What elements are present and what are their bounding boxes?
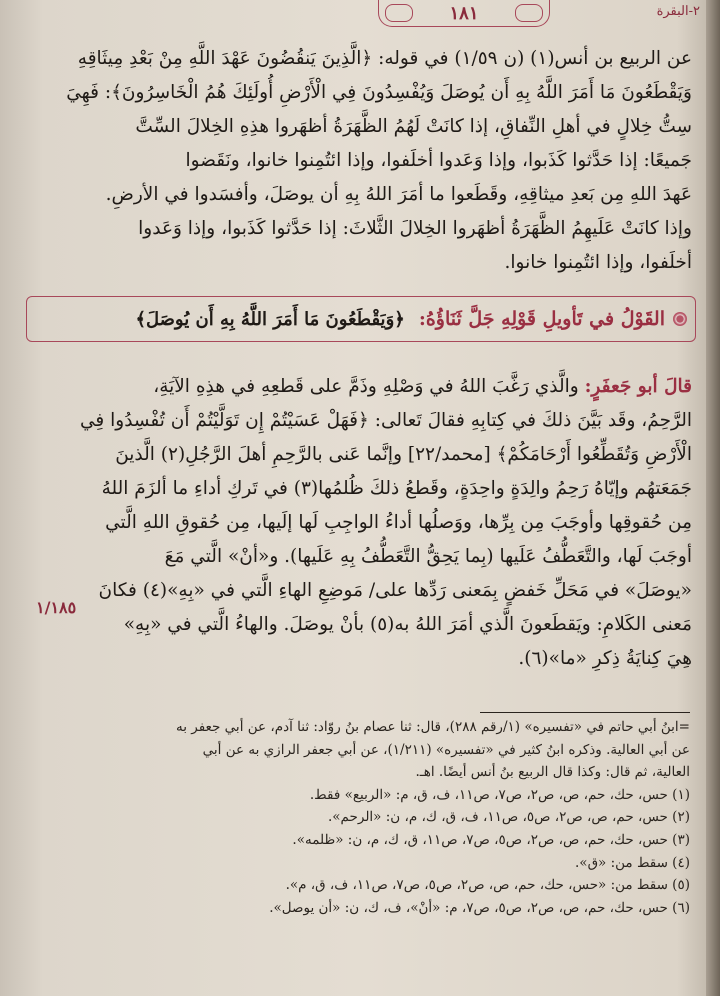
page-number: ١٨١ bbox=[449, 2, 479, 24]
footnote-line: (٥) سقط من: «حس، حك، حم، ص، ص٢، ص٥، ص٧، ص١١، ف، ق، م». bbox=[285, 877, 690, 894]
footnote-line: (٦) حس، حك، حم، ص، ص٢، ص٥، ص٧، م: «أنْ»، ف، ك، ن: «أن يوصل». bbox=[269, 899, 690, 916]
text-line: أخلَفوا، وإذا ائتُمِنوا خانوا. bbox=[504, 252, 692, 273]
footnote-line: (٣) حس، حك، حم، ص، ص٢، ص٥، ص٧، ص١١، ق، ك، م، ن: «ظلمه». bbox=[292, 831, 690, 848]
text-line: أوجَبَ لَها، والتَّعَطُّفُ عَلَيها (بِما يَحِقُّ التَّعَطُّفُ بِهِ عَلَيها). و«أنْ» الَّتي مَعَ bbox=[164, 546, 692, 567]
speaker-label: قالَ أبو جَعفَرٍ: bbox=[584, 376, 692, 397]
text-line: الرَّحِمُ، وقَد بَيَّنَ ذلكَ في كِتابِهِ فقالَ تَعالى: ﴿فَهَلْ عَسَيْتُمْ إِن تَوَلَّيْتُمْ أَن تُفْسِدُوا فِي bbox=[79, 410, 692, 431]
text-line: وَيَقْطَعُونَ مَا أَمَرَ اللَّهُ بِهِ أَن يُوصَلَ وَيُفْسِدُونَ فِي الْأَرْضِ أُولَئِكَ هُمُ الْخَاسِرُونَ﴾: فَهِيَ bbox=[66, 82, 692, 103]
text-line: الْأَرْضِ وَتُقَطِّعُوا أَرْحَامَكُمْ﴾ [محمد/٢٢] وإنَّما عَنى بالرَّحِمِ أهلَ الرَّجُلِ(٢) الَّذينَ bbox=[115, 444, 692, 465]
text-line: سِتُّ خِلالٍ في أهلِ النِّفاقِ، إذا كانَتْ لَهُمُ الظَّهَرَةُ أظهَروا هذِهِ الخِلالَ السِّتَّ bbox=[135, 116, 692, 137]
text-line: وإذا كانَتْ عَلَيهِمُ الظَّهَرَةُ أظهَروا الخِلالَ الثَّلاثَ: إذا حَدَّثوا كَذَبوا، وإذا وَعَدوا bbox=[138, 218, 692, 239]
footnote-line: (١) حس، حك، حم، ص، ص٢، ص٧، ص١١، ف، ق، م: «الربيع» فقط. bbox=[309, 786, 690, 803]
commentary-paragraph bbox=[32, 370, 692, 676]
text-line: مَعنى الكَلامِ: ويَقطَعونَ الَّذي أمَرَ اللهُ به(٥) بأنْ يوصَلَ. والهاءُ الَّتي في «بِهِ» bbox=[123, 614, 692, 635]
footnote-line: العالية، ثم قال: وكذا قال الربيع بنُ أنس أيضًا. اهـ. bbox=[415, 764, 690, 781]
footnote-line: (٢) حس، حم، ص، ص٢، ص٥، ص١١، ف، ق، ك، م، ن: «الرحم». bbox=[327, 809, 690, 826]
text-line: هِيَ كِنايَةُ ذِكرِ «ما»(٦). bbox=[518, 648, 692, 669]
footnote-line: (٤) سقط من: «ق». bbox=[575, 854, 690, 871]
text-line: «يوصَلَ» في مَحَلِّ خَفضٍ بِمَعنى رَدِّها على/ مَوضِعِ الهاءِ الَّتي في «بِهِ»(٤) فكانَ bbox=[98, 580, 692, 601]
running-title: ٢-البقرة bbox=[656, 4, 700, 19]
text-line: جَمَعَتهُم وإيّاهُ رَحِمُ والِدَةٍ واحِدَةٍ، وقَطعُ ذلكَ ظُلمُها(٣) في تَركِ أداءِ ما ألزَمَ اللهُ bbox=[101, 478, 692, 499]
text-line-content: والَّذي رَغَّبَ اللهُ في وَصْلِهِ وذَمَّ على قَطعِهِ في هذِهِ الآيَةِ، bbox=[153, 376, 579, 397]
text-line: جَميعًا: إذا حَدَّثوا كَذَبوا، وإذا وَعَدوا أخلَفوا، وإذا ائتُمِنوا خانوا، ونَقَضوا bbox=[185, 150, 692, 171]
page-number-ornament bbox=[378, 0, 550, 27]
footnote-line: =ابنُ أبي حاتم في «تفسيره» (١/رقم ٢٨٨)، قال: ثنا عصام بنُ روّاد: ثنا آدم، عن أبي جعفر به bbox=[175, 719, 690, 735]
section-heading bbox=[26, 296, 696, 342]
text-line: عن الربيع بن أنس(١) (ن ١/٥٩) في قوله: ﴿الَّذِينَ يَنقُضُونَ عَهْدَ اللَّهِ مِنْ بَعْدِ مِيثَاقِهِ bbox=[77, 48, 692, 69]
ornament-bullet-icon bbox=[673, 312, 687, 326]
footnotes bbox=[40, 716, 690, 919]
book-spine bbox=[706, 0, 720, 996]
section-heading-verse: ﴿وَيَقْطَعُونَ مَا أَمَرَ اللَّهُ بِهِ أَن يُوصَلَ﴾ bbox=[135, 308, 405, 330]
footnote-line: عن أبي العالية. وذكره ابنُ كثير في «تفسيره» (١/٢١١)، عن أبي جعفر الرازي به عن أبي bbox=[202, 741, 690, 758]
text-line bbox=[32, 370, 692, 404]
narration-paragraph bbox=[32, 42, 692, 280]
text-line: مِن حُقوقِها وأوجَبَ مِن بِرِّها، ووَصلُها أداءُ الواجِبِ لَها إلَيها، مِن حُقوقِ اللهِ الَّتي bbox=[105, 512, 692, 533]
section-heading-label: القَوْلُ في تَأويلِ قَوْلِهِ جَلَّ ثَنَاؤُهُ: bbox=[418, 308, 665, 330]
text-line: عَهدَ اللهِ مِن بَعدِ ميثاقِهِ، وقَطَعوا ما أمَرَ اللهُ بِهِ أن يوصَلَ، وأفسَدوا في الأرضِ. bbox=[105, 184, 692, 205]
footnote-divider bbox=[480, 712, 690, 713]
margin-reference: ١/١٨٥ bbox=[36, 598, 77, 617]
